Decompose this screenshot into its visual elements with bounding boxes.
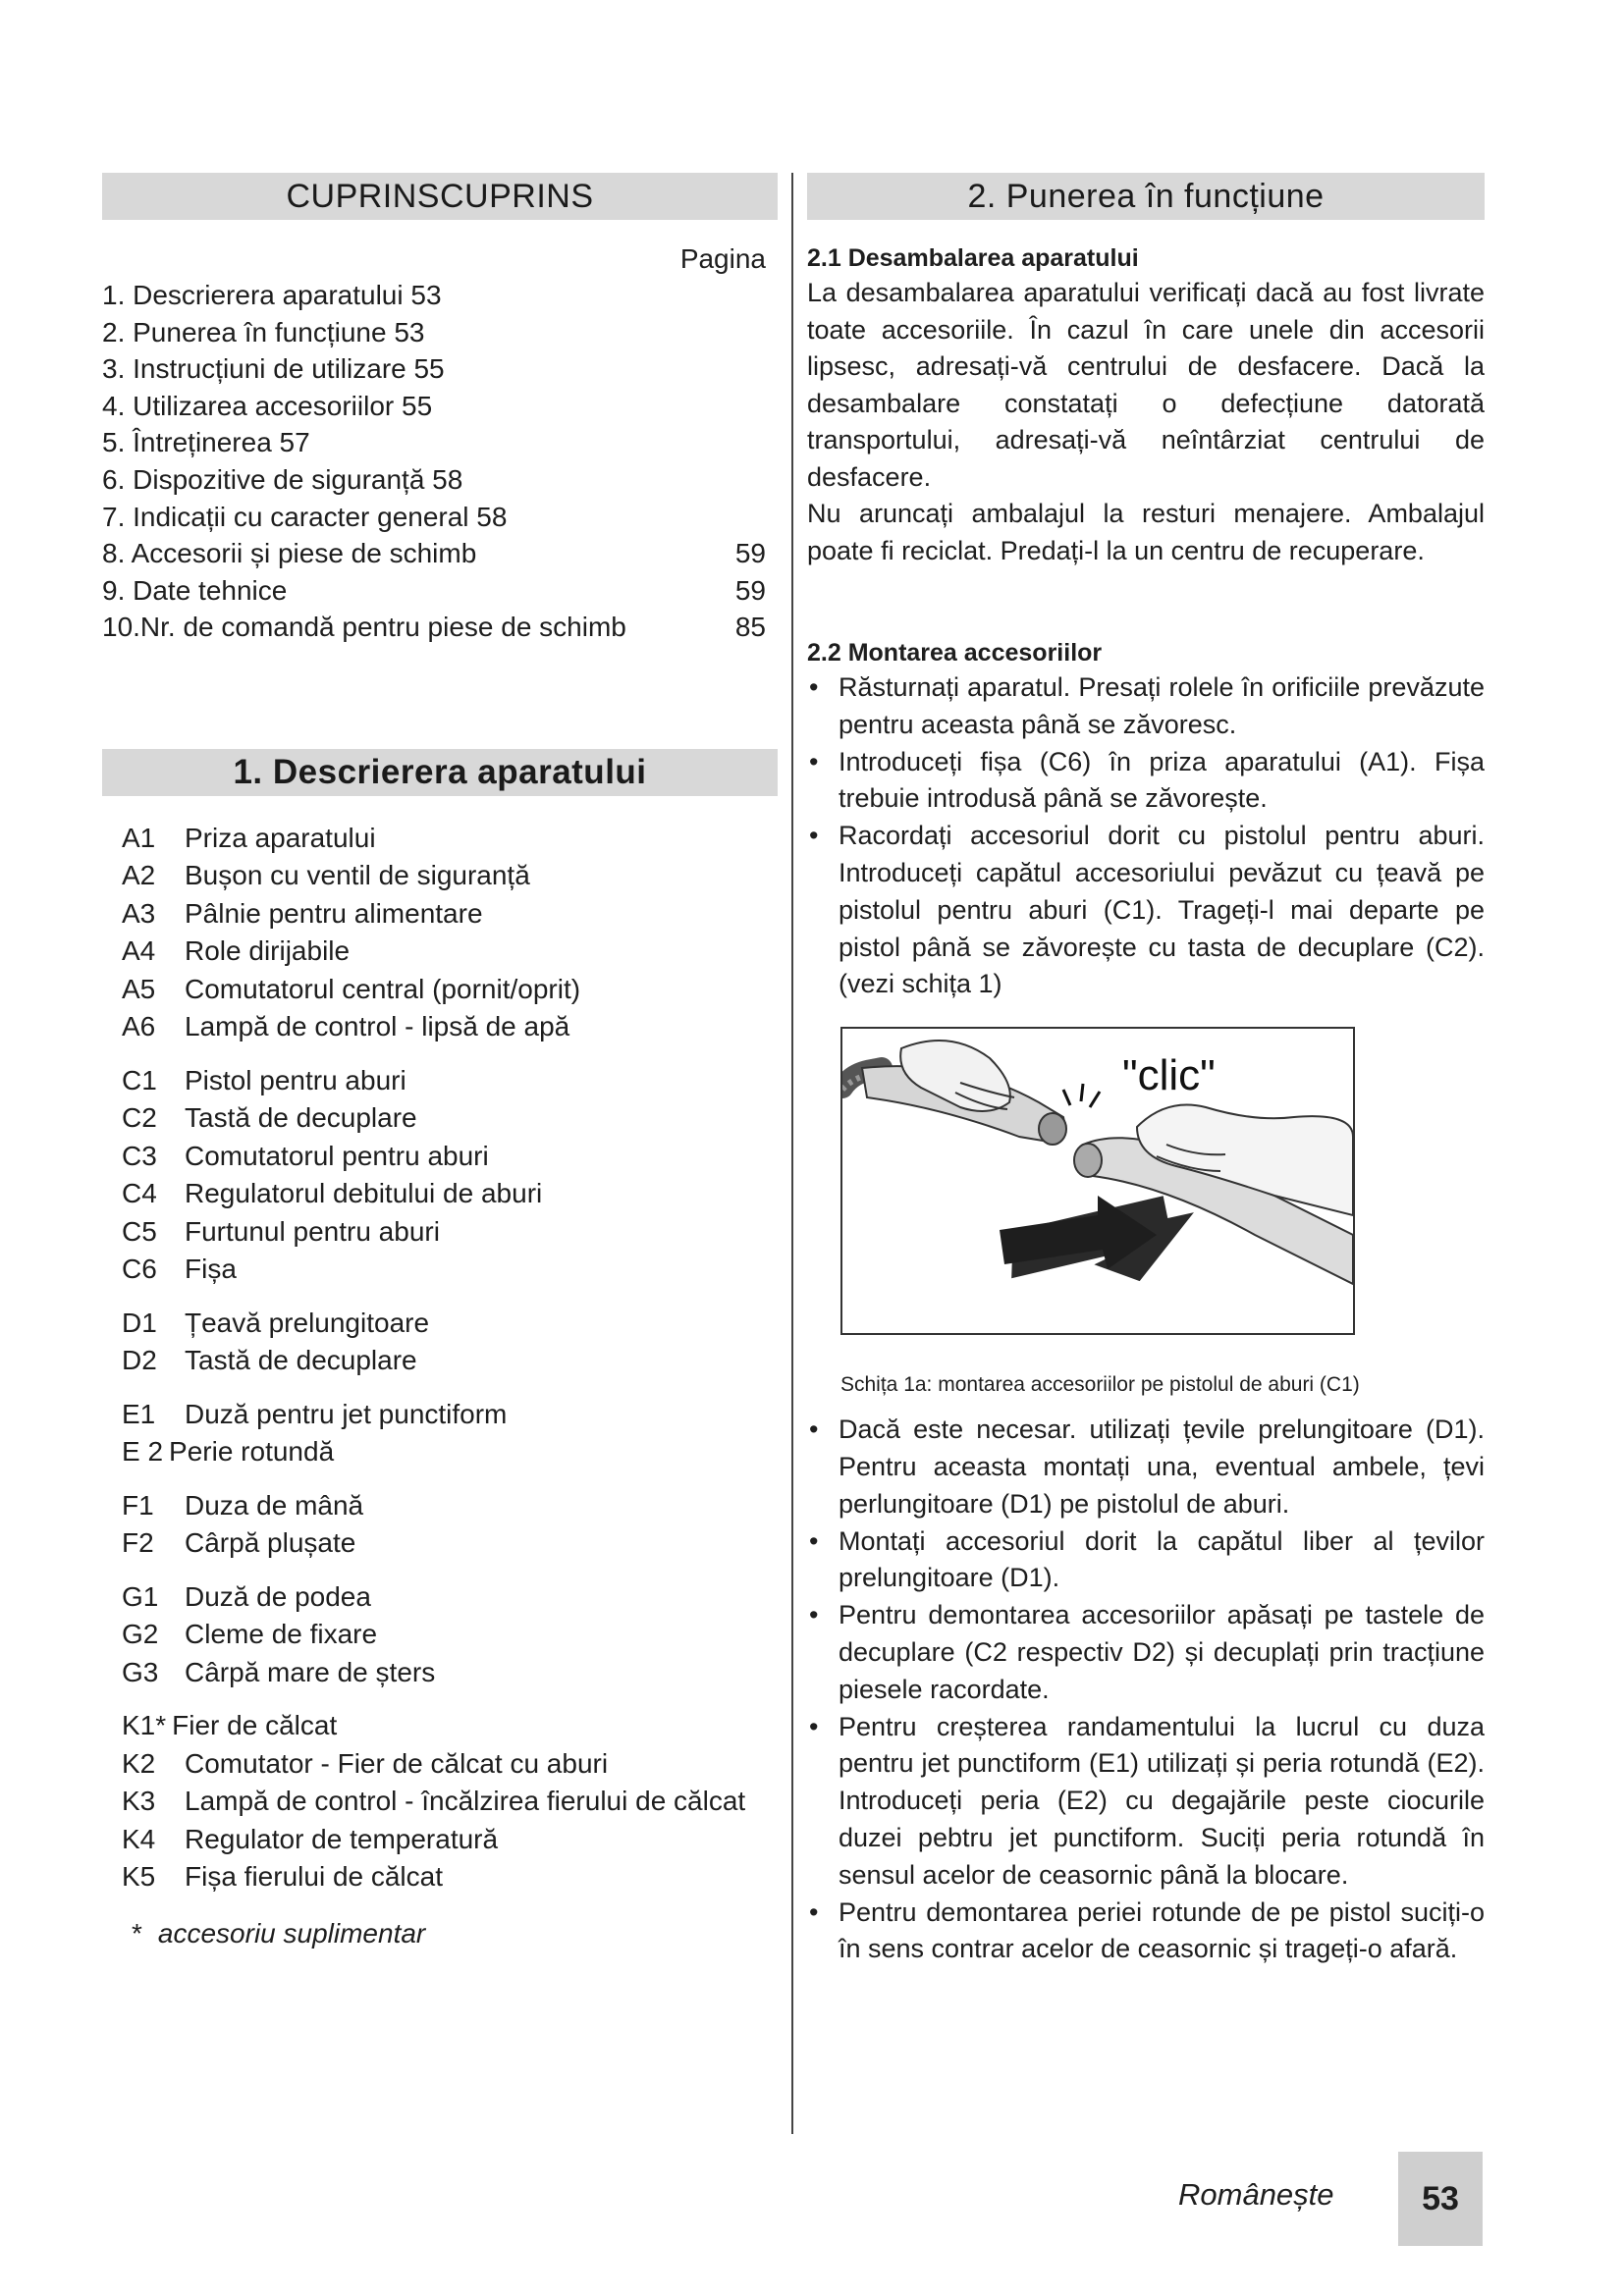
toc-item-page bbox=[717, 277, 766, 314]
part-label: Tastă de decuplare bbox=[185, 1345, 417, 1376]
toc-item-text: 1. Descrierera aparatului 53 bbox=[102, 280, 442, 310]
toc-item-text: 3. Instrucțiuni de utilizare 55 bbox=[102, 353, 445, 385]
toc-item bbox=[102, 277, 778, 314]
bullet-item: • Pentru creșterea randamentului la lucrul cu duza pentru jet punctiform (E1) utilizați și peria rotundă (E2). Introduceți peria (E2) cu degajările peste ciocurile duzei pebtru jet punctiform. Suciți peria rotundă în sensul acelor de ceasornic până la blocare. bbox=[807, 1709, 1485, 1895]
toc-item-page bbox=[717, 461, 766, 499]
toc-item bbox=[102, 461, 778, 499]
operation-title: 2. Punerea în funcțiune bbox=[807, 173, 1485, 220]
part-item bbox=[102, 933, 778, 971]
part-label: Pâlnie pentru alimentare bbox=[185, 897, 483, 929]
part-item bbox=[102, 1251, 778, 1289]
part-item bbox=[102, 1008, 778, 1046]
bullet-item: • Pentru demontarea accesoriilor apăsați pe tastele de decuplare (C2 respectiv D2) și decuplați prin tracțiune piesele racordate. bbox=[807, 1597, 1485, 1708]
toc-item bbox=[102, 609, 778, 646]
part-code: A3 bbox=[122, 897, 156, 929]
section-2-1-title: 2.1 Desambalarea aparatului bbox=[807, 244, 1139, 272]
part-label: Fier de călcat bbox=[172, 1710, 338, 1741]
part-item bbox=[102, 1524, 778, 1563]
footnote-text: accesoriu suplimentar bbox=[157, 1917, 426, 1949]
part-code: C6 bbox=[122, 1254, 157, 1285]
mounting-steps-list bbox=[807, 669, 1485, 1003]
footer-language: Românește bbox=[1178, 2177, 1334, 2212]
part-label: Comutator - Fier de călcat cu aburi bbox=[185, 1747, 609, 1779]
part-item bbox=[102, 1213, 778, 1252]
part-label: Fișa bbox=[185, 1254, 237, 1285]
toc-item-page: 59 bbox=[734, 574, 766, 606]
part-label: Duză pentru jet punctiform bbox=[185, 1398, 508, 1429]
part-code: C1 bbox=[122, 1064, 157, 1095]
parts-list bbox=[102, 820, 778, 1896]
part-label: Țeavă prelungitoare bbox=[185, 1307, 430, 1338]
toc-item bbox=[102, 535, 778, 572]
part-label: Comutatorul pentru aburi bbox=[185, 1140, 489, 1171]
toc-title: CUPRINSCUPRINS bbox=[102, 173, 778, 220]
footnote-marker: * bbox=[132, 1917, 142, 1949]
footnote bbox=[102, 1918, 778, 1949]
toc-item-text: 10.Nr. de comandă pentru piese de schimb bbox=[102, 612, 626, 643]
bullet-item: • Pentru demontarea periei rotunde de pe pistol suciți-o în sens contrar acelor de ceasornic și trageți-o afară. bbox=[807, 1895, 1485, 1969]
parts-group bbox=[102, 1062, 778, 1289]
toc-item bbox=[102, 572, 778, 610]
part-code: K1* bbox=[122, 1710, 167, 1741]
part-item bbox=[102, 1305, 778, 1343]
part-code: A1 bbox=[122, 822, 156, 853]
section-2-1-paragraph-1: La desambalarea aparatului verificați dacă au fost livrate toate accesoriile. În cazul în care unele din accesorii lipsesc, adresați-vă centrului de desfacere. Dacă la desambalare constatați o defecțiune datorată transportului, adresați-vă neîntârziat centrului de desfacere. bbox=[807, 278, 1485, 492]
bullet-item: • Racordați accesoriul dorit cu pistolul pentru aburi. Introduceți capătul accesoriului pevăzut cu țeavă pe pistolul pentru aburi (C1). Trageți-l mai departe pe pistol până se zăvorește cu tasta de decuplare (C2). (vezi schița 1) bbox=[807, 818, 1485, 1003]
part-label: Cârpă plușate bbox=[185, 1527, 356, 1559]
toc-item-text: 9. Date tehnice bbox=[102, 574, 288, 606]
part-code: K3 bbox=[122, 1786, 156, 1817]
part-label: Regulator de temperatură bbox=[185, 1823, 499, 1854]
part-code: G2 bbox=[122, 1619, 159, 1650]
part-code: K4 bbox=[122, 1823, 156, 1854]
bullet-item: • Răsturnați aparatul. Presați rolele în orificiile prevăzute pentru aceasta până se zăvoresc. bbox=[807, 669, 1485, 744]
toc-item-page bbox=[717, 499, 766, 536]
part-label: Pistol pentru aburi bbox=[185, 1064, 406, 1095]
part-code: K5 bbox=[122, 1861, 156, 1893]
column-divider bbox=[791, 173, 793, 2134]
part-item bbox=[102, 1745, 778, 1784]
bullet-item: • Dacă este necesar. utilizați țevile prelungitoare (D1). Pentru aceasta montați una, eventual ambele, țevi perlungitoare (D1) pe pistolul de aburi. bbox=[807, 1412, 1485, 1522]
part-label: Regulatorul debitului de aburi bbox=[185, 1178, 543, 1209]
part-item bbox=[102, 1707, 778, 1745]
part-item bbox=[102, 1175, 778, 1213]
part-item bbox=[102, 1821, 778, 1859]
part-item bbox=[102, 820, 778, 858]
toc-item bbox=[102, 424, 778, 461]
part-code: A2 bbox=[122, 860, 156, 891]
part-label: Furtunul pentru aburi bbox=[185, 1215, 440, 1247]
toc-item-page bbox=[717, 314, 766, 351]
part-item bbox=[102, 1433, 778, 1471]
part-code: C3 bbox=[122, 1140, 157, 1171]
part-code: K2 bbox=[122, 1747, 156, 1779]
click-label: "clic" bbox=[1122, 1051, 1216, 1100]
parts-group bbox=[102, 820, 778, 1046]
parts-group bbox=[102, 1578, 778, 1692]
part-item bbox=[102, 971, 778, 1009]
right-column bbox=[807, 173, 1485, 1968]
part-code: A5 bbox=[122, 973, 156, 1004]
part-item bbox=[102, 1578, 778, 1617]
part-label: Fișa fierului de călcat bbox=[185, 1861, 444, 1893]
parts-group bbox=[102, 1487, 778, 1563]
page-number: 53 bbox=[1398, 2152, 1483, 2246]
description-title: 1. Descrierera aparatului bbox=[102, 749, 778, 796]
toc-page-label: Pagina bbox=[679, 243, 766, 274]
part-label: Tastă de decuplare bbox=[185, 1102, 417, 1134]
hands-illustration bbox=[842, 1029, 1353, 1333]
part-item bbox=[102, 1062, 778, 1100]
part-code: E1 bbox=[122, 1398, 156, 1429]
part-code: C2 bbox=[122, 1102, 157, 1134]
bullet-item: • Montați accesoriul dorit la capătul liber al țevilor prelungitoare (D1). bbox=[807, 1523, 1485, 1598]
toc-item bbox=[102, 388, 778, 425]
section-2-2-title: 2.2 Montarea accesoriilor bbox=[807, 639, 1103, 667]
toc-list bbox=[102, 277, 778, 646]
figure-caption: Schița 1a: montarea accesoriilor pe pistolul de aburi (C1) bbox=[840, 1373, 1360, 1397]
part-item bbox=[102, 1099, 778, 1138]
section-2-1-paragraph-2: Nu aruncați ambalajul la resturi menajere. Ambalajul poate fi reciclat. Predați-l la un centru de recuperare. bbox=[807, 499, 1485, 565]
toc-item-text: 2. Punerea în funcțiune 53 bbox=[102, 316, 425, 347]
part-item bbox=[102, 857, 778, 895]
part-item bbox=[102, 1783, 778, 1821]
toc-item-page bbox=[717, 424, 766, 461]
parts-group bbox=[102, 1707, 778, 1896]
toc-item-page bbox=[717, 350, 766, 388]
part-label: Comutatorul central (pornit/oprit) bbox=[185, 973, 581, 1004]
part-label: Cârpă mare de șters bbox=[185, 1656, 436, 1687]
part-code: A6 bbox=[122, 1011, 156, 1042]
part-item bbox=[102, 1654, 778, 1692]
part-code: C5 bbox=[122, 1215, 157, 1247]
extension-steps-list bbox=[807, 1412, 1485, 1968]
part-item bbox=[102, 1138, 778, 1176]
part-code: F2 bbox=[122, 1527, 154, 1559]
part-code: D1 bbox=[122, 1307, 157, 1338]
part-label: Perie rotundă bbox=[169, 1436, 335, 1468]
part-item bbox=[102, 1487, 778, 1525]
toc-item bbox=[102, 314, 778, 351]
toc-item-text: 7. Indicații cu caracter general 58 bbox=[102, 501, 508, 532]
part-item bbox=[102, 1396, 778, 1434]
part-label: Role dirijabile bbox=[185, 935, 351, 967]
part-label: Duză de podea bbox=[185, 1580, 371, 1612]
left-column bbox=[102, 173, 778, 1949]
toc-item-page: 85 bbox=[734, 612, 766, 643]
part-label: Lampă de control - încălzirea fierului de călcat bbox=[185, 1786, 746, 1817]
figure-mounting-illustration bbox=[840, 1027, 1355, 1335]
part-item bbox=[102, 1858, 778, 1896]
part-code: G3 bbox=[122, 1656, 159, 1687]
part-code: E 2 bbox=[122, 1436, 164, 1468]
toc-item-text: 6. Dispozitive de siguranță 58 bbox=[102, 463, 463, 495]
toc-item-text: 8. Accesorii și piese de schimb bbox=[102, 538, 477, 569]
part-code: F1 bbox=[122, 1489, 154, 1521]
part-item bbox=[102, 1616, 778, 1654]
part-label: Cleme de fixare bbox=[185, 1619, 378, 1650]
part-code: D2 bbox=[122, 1345, 157, 1376]
parts-group bbox=[102, 1396, 778, 1471]
parts-group bbox=[102, 1305, 778, 1380]
toc-item-text: 4. Utilizarea accesoriilor 55 bbox=[102, 390, 433, 421]
part-label: Lampă de control - lipsă de apă bbox=[185, 1011, 570, 1042]
toc-item bbox=[102, 499, 778, 536]
toc-item-text: 5. Întreținerea 57 bbox=[102, 427, 310, 458]
bullet-item: • Introduceți fișa (C6) în priza aparatului (A1). Fișa trebuie introdusă până se zăvorește. bbox=[807, 744, 1485, 819]
part-label: Duza de mână bbox=[185, 1489, 364, 1521]
part-label: Priza aparatului bbox=[185, 822, 376, 853]
toc-item-page bbox=[717, 388, 766, 425]
toc-item bbox=[102, 350, 778, 388]
part-item bbox=[102, 1342, 778, 1380]
toc-item-page: 59 bbox=[734, 538, 766, 569]
part-code: G1 bbox=[122, 1580, 159, 1612]
part-item bbox=[102, 895, 778, 934]
part-code: C4 bbox=[122, 1178, 157, 1209]
part-code: A4 bbox=[122, 935, 156, 967]
part-label: Bușon cu ventil de siguranță bbox=[185, 860, 530, 891]
